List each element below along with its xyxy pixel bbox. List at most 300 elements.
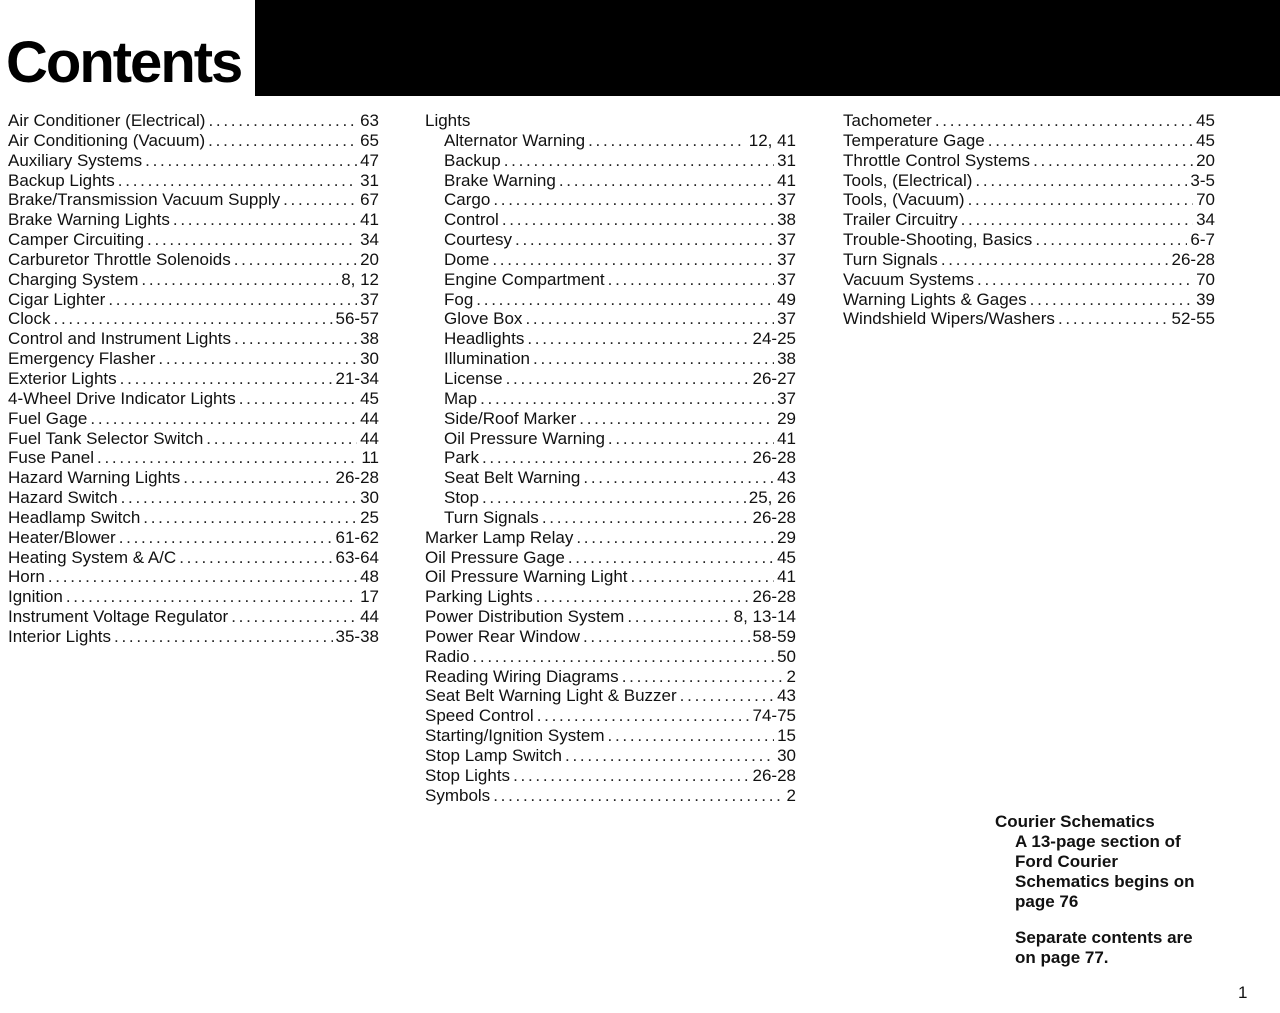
index-entry: [425, 647, 796, 667]
entry-page: 41: [777, 567, 796, 587]
entry-page: 26-28: [335, 468, 379, 488]
index-entry: [8, 369, 379, 389]
dot-leader: [1030, 290, 1193, 310]
entry-page: 26-28: [752, 507, 796, 527]
entry-page: 74-75: [752, 706, 796, 726]
entry-page: 44: [360, 408, 379, 428]
entry-page: 2: [786, 666, 796, 686]
dot-leader: [141, 270, 338, 290]
dot-leader: [54, 309, 333, 329]
index-entry: [8, 389, 379, 409]
dot-leader: [208, 111, 357, 131]
entry-page: 37: [777, 309, 796, 329]
schematics-note-heading: Courier Schematics: [995, 812, 1155, 831]
entry-label: Turn Signals: [444, 507, 539, 527]
entry-label: Seat Belt Warning Light & Buzzer: [425, 686, 677, 706]
entry-page: 26-28: [752, 587, 796, 607]
dot-leader: [118, 171, 357, 191]
index-entry: [425, 627, 796, 647]
dot-leader: [234, 329, 357, 349]
entry-label: Stop Lamp Switch: [425, 746, 563, 765]
index-entry: [8, 448, 379, 468]
entry-page: 45: [1196, 111, 1215, 130]
entry-label: Power Rear Window: [425, 626, 580, 646]
index-entry: [8, 309, 379, 329]
entry-page: 20: [1196, 150, 1215, 170]
index-entry: [8, 290, 379, 310]
index-entry: [425, 567, 796, 587]
entry-label: Courtesy: [444, 230, 513, 250]
index-entry: [425, 686, 796, 706]
entry-label: Engine Compartment: [444, 269, 605, 289]
entry-label: Alternator Warning: [444, 130, 586, 150]
dot-leader: [583, 627, 750, 647]
entry-label: Tachometer: [843, 111, 932, 130]
entry-page: 37: [777, 249, 796, 269]
entry-page: 21-34: [335, 368, 379, 388]
index-sub-entry: [425, 429, 796, 449]
entry-label: Radio: [425, 646, 470, 666]
dot-leader: [120, 369, 333, 389]
index-entry: [843, 270, 1215, 290]
index-sub-entry: [425, 488, 796, 508]
entry-page: 48: [360, 567, 379, 587]
entry-label: Throttle Control Systems: [843, 150, 1031, 170]
index-sub-entry: [425, 250, 796, 270]
dot-leader: [234, 250, 357, 270]
index-sub-entry: [425, 508, 796, 528]
entry-label: Oil Pressure Warning: [444, 428, 605, 448]
index-entry: [8, 349, 379, 369]
entry-page: 37: [777, 388, 796, 408]
dot-leader: [533, 349, 774, 369]
index-entry: [8, 567, 379, 587]
index-entry: [843, 171, 1215, 191]
entry-label: Warning Lights & Gages: [843, 289, 1027, 309]
index-entry: [8, 329, 379, 349]
entry-page: 31: [777, 150, 796, 170]
entry-label: Control and Instrument Lights: [8, 329, 232, 349]
entry-page: 70: [1196, 269, 1215, 289]
entry-label: Park: [444, 448, 479, 468]
entry-page: 67: [360, 190, 379, 210]
dot-leader: [977, 270, 1193, 290]
entry-label: Temperature Gage: [843, 130, 985, 150]
page-title: Contents: [6, 30, 242, 95]
index-sub-entry: [425, 468, 796, 488]
entry-label: Parking Lights: [425, 587, 533, 607]
entry-page: 43: [777, 686, 796, 706]
entry-page: 43: [777, 468, 796, 488]
index-entry: [425, 667, 796, 687]
dot-leader: [1033, 151, 1193, 171]
entry-label: Fuel Tank Selector Switch: [8, 428, 204, 448]
dot-leader: [97, 448, 358, 468]
entry-page: 45: [777, 547, 796, 567]
dot-leader: [1035, 230, 1187, 250]
entry-page: 24-25: [752, 329, 796, 349]
entry-label: Trouble-Shooting, Basics: [843, 230, 1033, 250]
entry-label: Carburetor Throttle Solenoids: [8, 249, 231, 269]
entry-page: 44: [360, 607, 379, 627]
index-sub-entry: [425, 448, 796, 468]
entry-page: 63: [360, 111, 379, 130]
dot-leader: [583, 468, 774, 488]
index-entry: [843, 290, 1215, 310]
entry-label: Air Conditioner (Electrical): [8, 111, 206, 130]
dot-leader: [608, 726, 775, 746]
entry-label: Oil Pressure Gage: [425, 547, 565, 567]
entry-label: Dome: [444, 249, 490, 269]
dot-leader: [975, 171, 1187, 191]
index-column-1: [8, 111, 379, 647]
entry-page: 25, 26: [748, 488, 796, 508]
index-entry: [8, 508, 379, 528]
dot-leader: [482, 488, 746, 508]
entry-label: Fog: [444, 289, 474, 309]
entry-page: 15: [777, 726, 796, 746]
entry-label: Heating System & A/C: [8, 547, 177, 567]
index-sub-entry: [425, 290, 796, 310]
schematics-contents-line: Separate contents are: [1015, 928, 1193, 947]
entry-page: 26-28: [752, 765, 796, 785]
entry-label: Tools, (Electrical): [843, 170, 973, 190]
entry-label: Turn Signals: [843, 249, 938, 269]
dot-leader: [608, 270, 774, 290]
dot-leader: [515, 230, 774, 250]
entry-label: Stop Lights: [425, 765, 511, 785]
entry-label: Oil Pressure Warning Light: [425, 567, 628, 587]
schematics-note-line: Ford Courier: [1015, 852, 1118, 871]
entry-page: 26-27: [752, 368, 796, 388]
entry-page: 56-57: [335, 309, 379, 329]
index-sub-entry: [425, 409, 796, 429]
dot-leader: [525, 309, 774, 329]
index-entry: [425, 548, 796, 568]
entry-page: 30: [777, 746, 796, 765]
entry-page: 45: [360, 388, 379, 408]
entry-page: 39: [1196, 289, 1215, 309]
entry-label: Seat Belt Warning: [444, 468, 581, 488]
index-entry: [8, 270, 379, 290]
entry-page: 65: [360, 130, 379, 150]
index-heading-lights: Lights: [425, 111, 471, 130]
dot-leader: [147, 230, 357, 250]
index-entry: [425, 726, 796, 746]
entry-page: 52-55: [1171, 309, 1215, 329]
entry-label: Air Conditioning (Vacuum): [8, 130, 206, 150]
entry-label: Charging System: [8, 269, 139, 289]
entry-page: 29: [777, 408, 796, 428]
entry-page: 45: [1196, 130, 1215, 150]
dot-leader: [536, 587, 750, 607]
dot-leader: [208, 131, 357, 151]
index-sub-entry: [425, 369, 796, 389]
entry-page: 58-59: [752, 626, 796, 646]
index-entry: [8, 488, 379, 508]
entry-page: 6-7: [1190, 230, 1215, 250]
index-sub-entry: [425, 171, 796, 191]
page-number: 1: [1238, 983, 1248, 1002]
entry-page: 34: [360, 230, 379, 250]
index-entry: [8, 111, 379, 131]
dot-leader: [492, 250, 774, 270]
entry-label: Clock: [8, 309, 51, 329]
index-column-3: [843, 111, 1215, 329]
dot-leader: [476, 290, 774, 310]
entry-label: Speed Control: [425, 706, 534, 726]
entry-page: 41: [777, 428, 796, 448]
index-sub-entry: [425, 210, 796, 230]
entry-label: Camper Circuiting: [8, 230, 145, 250]
index-sub-entry: [425, 151, 796, 171]
entry-page: 41: [360, 210, 379, 230]
dot-leader: [472, 647, 774, 667]
dot-leader: [513, 766, 749, 786]
entry-label: Tools, (Vacuum): [843, 190, 965, 210]
entry-page: 63-64: [335, 547, 379, 567]
entry-label: Side/Roof Marker: [444, 408, 577, 428]
entry-page: 2: [786, 785, 796, 805]
index-entry: [843, 131, 1215, 151]
index-sub-entry: [425, 349, 796, 369]
dot-leader: [158, 349, 357, 369]
dot-leader: [579, 409, 774, 429]
entry-label: Headlights: [444, 329, 525, 349]
entry-label: Glove Box: [444, 309, 523, 329]
entry-page: 37: [360, 289, 379, 309]
entry-page: 26-28: [752, 448, 796, 468]
dot-leader: [108, 290, 357, 310]
entry-page: 44: [360, 428, 379, 448]
index-entry: [425, 766, 796, 786]
dot-leader: [145, 151, 357, 171]
entry-page: 38: [360, 329, 379, 349]
entry-page: 37: [777, 190, 796, 210]
dot-leader: [680, 686, 774, 706]
index-entry: [425, 786, 796, 806]
dot-leader: [48, 567, 357, 587]
index-entry: [425, 706, 796, 726]
entry-label: Windshield Wipers/Washers: [843, 309, 1055, 329]
dot-leader: [565, 746, 774, 766]
dot-leader: [961, 210, 1193, 230]
dot-leader: [527, 329, 749, 349]
dot-leader: [183, 468, 332, 488]
spacer: [995, 912, 1235, 928]
index-entry: [8, 171, 379, 191]
index-sub-entry: [425, 309, 796, 329]
dot-leader: [537, 706, 750, 726]
entry-label: Map: [444, 388, 478, 408]
entry-page: 70: [1196, 190, 1215, 210]
dot-leader: [493, 786, 783, 806]
dot-leader: [542, 508, 750, 528]
entry-label: Fuse Panel: [8, 448, 94, 468]
index-entry: [8, 210, 379, 230]
index-entry: [8, 528, 379, 548]
index-entry: [8, 429, 379, 449]
entry-page: 30: [360, 349, 379, 369]
entry-label: License: [444, 368, 503, 388]
entry-label: Emergency Flasher: [8, 349, 156, 369]
entry-page: 50: [777, 646, 796, 666]
schematics-contents-line: on page 77.: [1015, 948, 1109, 967]
index-entry: [8, 627, 379, 647]
entry-page: 25: [360, 507, 379, 527]
entry-label: Instrument Voltage Regulator: [8, 607, 229, 627]
entry-page: 11: [361, 448, 379, 468]
entry-label: Power Distribution System: [425, 607, 625, 627]
entry-label: Headlamp Switch: [8, 507, 141, 527]
index-sub-entry: [425, 329, 796, 349]
dot-leader: [631, 567, 775, 587]
index-entry: [8, 250, 379, 270]
index-sub-entry: [425, 270, 796, 290]
dot-leader: [502, 210, 774, 230]
index-entry: [843, 151, 1215, 171]
header-band: [255, 0, 1280, 96]
entry-label: Hazard Warning Lights: [8, 468, 181, 488]
dot-leader: [231, 607, 357, 627]
entry-page: 49: [777, 289, 796, 309]
dot-leader: [1058, 309, 1169, 329]
index-entry: [843, 210, 1215, 230]
dot-leader: [283, 190, 357, 210]
entry-label: Reading Wiring Diagrams: [425, 666, 619, 686]
entry-page: 61-62: [335, 527, 379, 547]
dot-leader: [506, 369, 750, 389]
index-entry: [425, 607, 796, 627]
entry-label: 4-Wheel Drive Indicator Lights: [8, 388, 236, 408]
index-sub-entry: [425, 190, 796, 210]
dot-leader: [206, 429, 357, 449]
dot-leader: [493, 190, 774, 210]
entry-page: 12, 41: [748, 130, 796, 150]
entry-label: Control: [444, 210, 499, 230]
index-column-2: [425, 111, 796, 806]
index-entry: [843, 250, 1215, 270]
dot-leader: [935, 111, 1193, 131]
entry-label: Cargo: [444, 190, 491, 210]
index-entry: [843, 190, 1215, 210]
entry-label: Horn: [8, 567, 45, 587]
dot-leader: [576, 528, 774, 548]
dot-leader: [480, 389, 774, 409]
index-entry: [843, 230, 1215, 250]
dot-leader: [941, 250, 1169, 270]
schematics-note-line: Schematics begins on: [1015, 872, 1195, 891]
index-entry: [8, 468, 379, 488]
entry-label: Marker Lamp Relay: [425, 527, 574, 547]
dot-leader: [608, 429, 774, 449]
entry-label: Symbols: [425, 785, 491, 805]
index-entry: [425, 587, 796, 607]
entry-page: 31: [360, 170, 379, 190]
index-entry: [8, 131, 379, 151]
entry-page: 8, 13-14: [733, 607, 796, 627]
index-entry: [8, 230, 379, 250]
dot-leader: [559, 171, 774, 191]
entry-page: 41: [777, 170, 796, 190]
index-sub-entry: [425, 389, 796, 409]
dot-leader: [179, 548, 332, 568]
entry-page: 34: [1196, 210, 1215, 230]
schematics-note-line: page 76: [1015, 892, 1079, 911]
dot-leader: [143, 508, 357, 528]
dot-leader: [90, 409, 357, 429]
entry-page: 35-38: [335, 626, 379, 646]
entry-label: Trailer Circuitry: [843, 210, 958, 230]
entry-label: Exterior Lights: [8, 368, 117, 388]
dot-leader: [568, 548, 774, 568]
entry-label: Ignition: [8, 587, 63, 607]
index-sub-entry: [425, 230, 796, 250]
dot-leader: [114, 627, 333, 647]
dot-leader: [119, 528, 333, 548]
dot-leader: [622, 667, 784, 687]
entry-label: Brake/Transmission Vacuum Supply: [8, 190, 281, 210]
entry-label: Backup Lights: [8, 170, 115, 190]
entry-label: Backup: [444, 150, 501, 170]
index-entry: [8, 409, 379, 429]
entry-page: 8, 12: [341, 269, 379, 289]
index-sub-entry: [425, 131, 796, 151]
index-entry: [425, 528, 796, 548]
dot-leader: [588, 131, 746, 151]
index-entry: [8, 607, 379, 627]
entry-label: Brake Warning: [444, 170, 556, 190]
entry-label: Illumination: [444, 349, 530, 369]
dot-leader: [121, 488, 357, 508]
index-entry: [843, 309, 1215, 329]
dot-leader: [627, 607, 730, 627]
index-entry: [425, 746, 796, 766]
dot-leader: [988, 131, 1193, 151]
dot-leader: [66, 587, 357, 607]
entry-label: Hazard Switch: [8, 488, 118, 508]
entry-label: Stop: [444, 488, 479, 508]
index-entry: [8, 190, 379, 210]
index-entry: [8, 548, 379, 568]
entry-label: Auxiliary Systems: [8, 150, 143, 170]
entry-label: Cigar Lighter: [8, 289, 106, 309]
entry-page: 38: [777, 349, 796, 369]
entry-label: Starting/Ignition System: [425, 726, 605, 746]
entry-page: 26-28: [1171, 249, 1215, 269]
dot-leader: [482, 448, 750, 468]
entry-label: Heater/Blower: [8, 527, 116, 547]
index-entry: [8, 151, 379, 171]
entry-page: 20: [360, 249, 379, 269]
entry-page: 37: [777, 230, 796, 250]
title-box: [0, 4, 255, 96]
entry-page: 3-5: [1190, 170, 1215, 190]
entry-label: Vacuum Systems: [843, 269, 975, 289]
dot-leader: [173, 210, 357, 230]
index-entry: [8, 587, 379, 607]
entry-label: Fuel Gage: [8, 408, 88, 428]
index-entry: [843, 111, 1215, 131]
entry-page: 47: [360, 150, 379, 170]
entry-page: 37: [777, 269, 796, 289]
entry-label: Interior Lights: [8, 626, 111, 646]
dot-leader: [504, 151, 774, 171]
dot-leader: [239, 389, 357, 409]
entry-page: 29: [777, 527, 796, 547]
schematics-note-line: A 13-page section of: [1015, 832, 1181, 851]
entry-label: Brake Warning Lights: [8, 210, 170, 230]
